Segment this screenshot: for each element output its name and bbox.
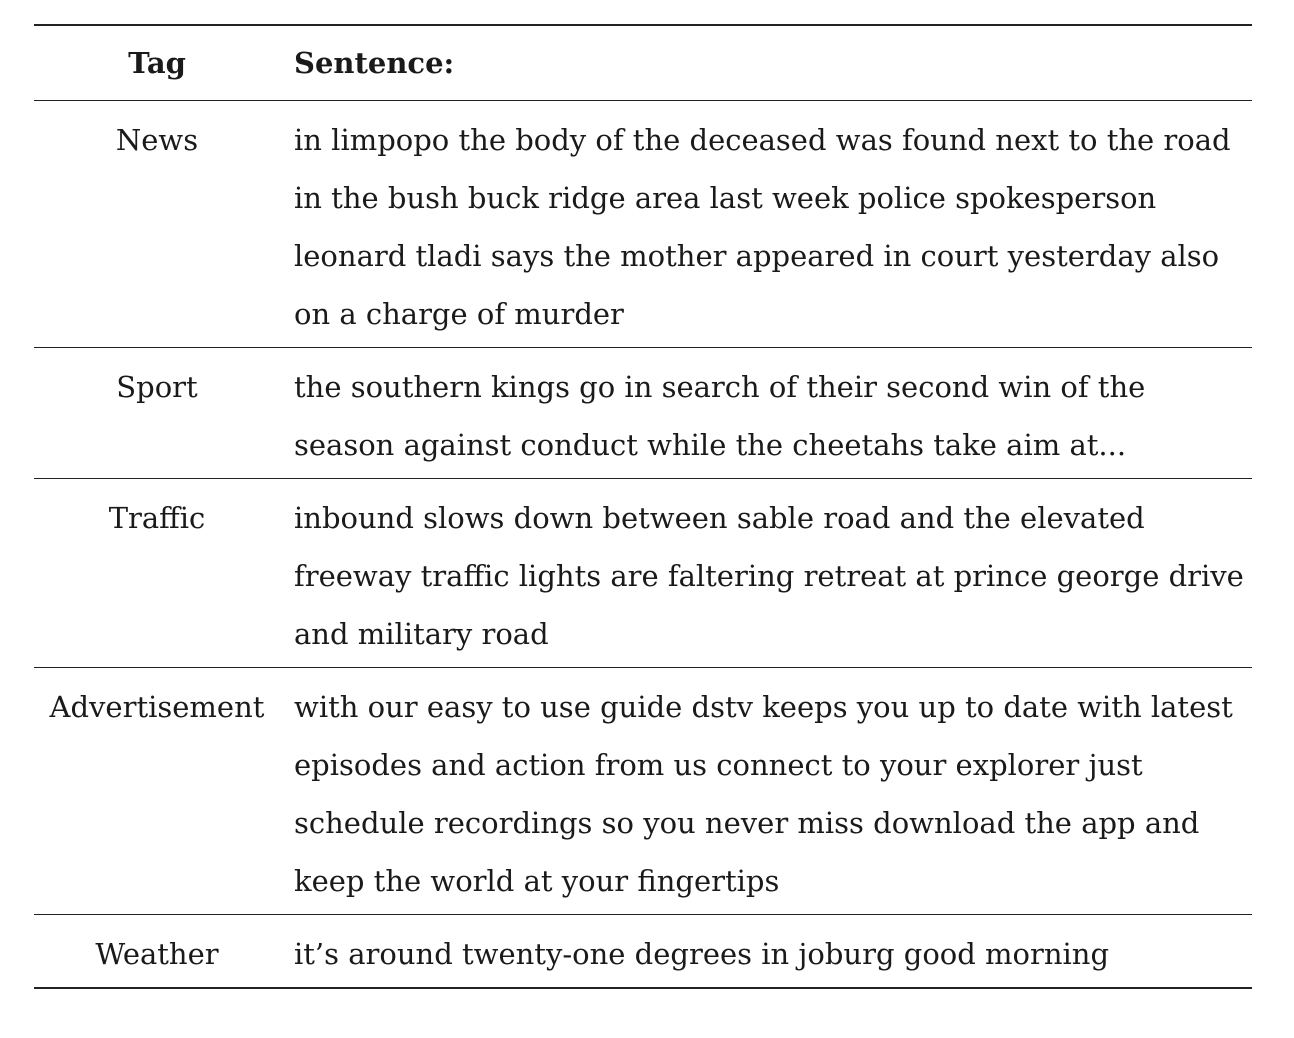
row-tag-traffic: Traffic bbox=[108, 501, 206, 535]
header-tag: Tag bbox=[128, 46, 186, 80]
table-row bbox=[34, 348, 1252, 479]
row-sentence-traffic: inbound slows down between sable road and the elevated freeway traffic lights are faltering retreat at prince george drive and military road bbox=[294, 501, 1244, 651]
header-row bbox=[34, 25, 1252, 101]
row-tag-weather: Weather bbox=[95, 937, 219, 971]
row-sentence-sport: the southern kings go in search of their second win of the season against conduct while the cheetahs take aim at... bbox=[294, 370, 1146, 462]
row-tag-sport: Sport bbox=[116, 370, 198, 404]
table-row bbox=[34, 479, 1252, 668]
tag-sentence-table bbox=[34, 24, 1252, 989]
row-tag-advertisement: Advertisement bbox=[49, 690, 265, 724]
table-row bbox=[34, 101, 1252, 348]
row-tag-news: News bbox=[115, 123, 199, 157]
header-sentence: Sentence: bbox=[294, 46, 455, 80]
tag-sentence-table-container bbox=[34, 24, 1252, 989]
table-body bbox=[34, 101, 1252, 989]
table-header bbox=[34, 25, 1252, 101]
row-sentence-news: in limpopo the body of the deceased was found next to the road in the bush buck ridge area last week police spokesperson leonard tladi says the mother appeared in court yesterday also on a charge of murder bbox=[294, 123, 1231, 331]
row-sentence-weather: it’s around twenty-one degrees in joburg good morning bbox=[294, 937, 1110, 971]
row-sentence-advertisement: with our easy to use guide dstv keeps you up to date with latest episodes and action from us connect to your explorer just schedule recordings so you never miss download the app and keep the world at your fingertips bbox=[294, 690, 1233, 898]
table-row bbox=[34, 915, 1252, 989]
table-row bbox=[34, 668, 1252, 915]
